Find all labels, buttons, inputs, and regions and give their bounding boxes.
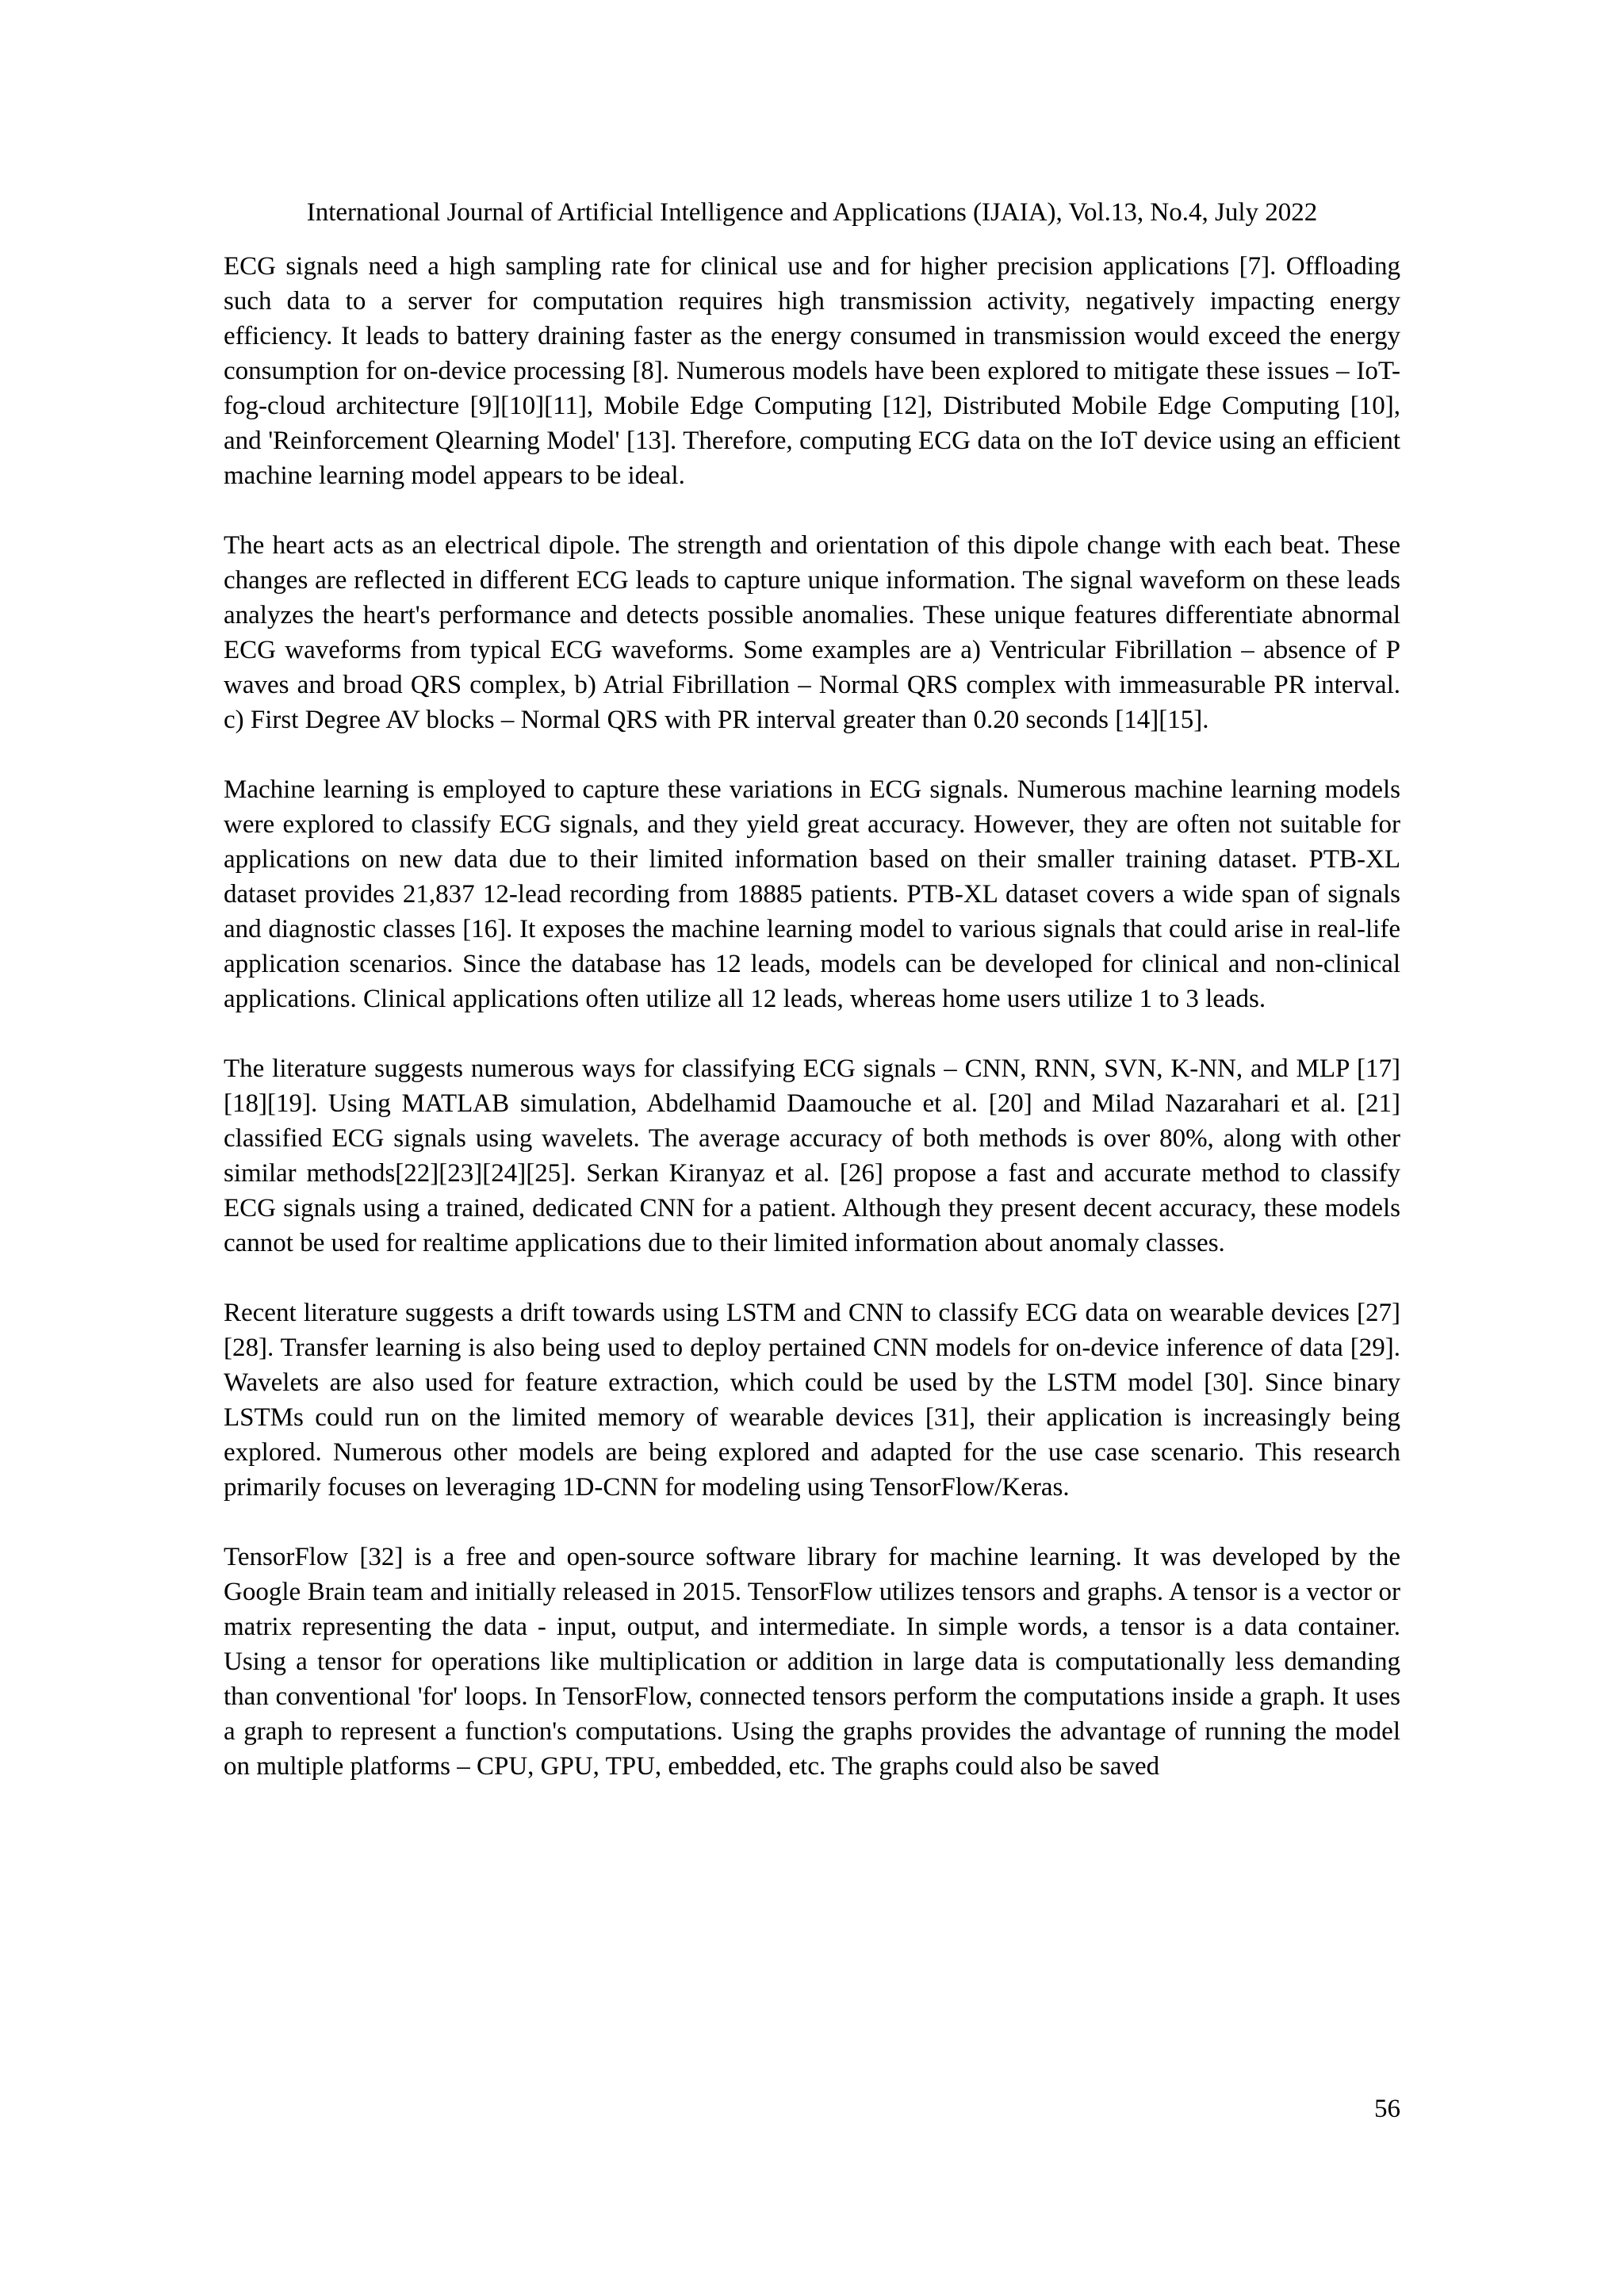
page-number: 56 xyxy=(1374,2095,1400,2123)
paragraph-literature-classification: The literature suggests numerous ways for classifying ECG signals – CNN, RNN, SVN, K-NN, and MLP [17][18][19]. Using MATLAB simulation, Abdelhamid Daamouche et al. [20] and Milad Nazarahari et al. [21] classified ECG signals using wavelets. The average accuracy of both methods is over 80%, along with other similar methods[22][23][24][25]. Serkan Kiranyaz et al. [26] propose a fast and accurate method to classify ECG signals using a trained, dedicated CNN for a patient. Although they present decent accuracy, these models cannot be used for realtime applications due to their limited information about anomaly classes. xyxy=(224,1054,1400,1257)
paragraph-ecg-offloading: ECG signals need a high sampling rate for clinical use and for higher precision applications [7]. Offloading such data to a server for computation requires high transmission activity, negatively impacting energy efficiency. It leads to battery draining faster as the energy consumed in transmission would exceed the energy consumption for on-device processing [8]. Numerous models have been explored to mitigate these issues – IoT-fog-cloud architecture [9][10][11], Mobile Edge Computing [12], Distributed Mobile Edge Computing [10], and 'Reinforcement Qlearning Model' [13]. Therefore, computing ECG data on the IoT device using an efficient machine learning model appears to be ideal. xyxy=(224,252,1400,490)
running-header: International Journal of Artificial Intelligence and Applications (IJAIA), Vol.13, No.4, July 2022 xyxy=(306,198,1318,227)
paragraph-lstm-cnn: Recent literature suggests a drift towards using LSTM and CNN to classify ECG data on wearable devices [27][28]. Transfer learning is also being used to deploy pertained CNN models for on-device inference of data [29]. Wavelets are also used for feature extraction, which could be used by the LSTM model [30]. Since binary LSTMs could run on the limited memory of wearable devices [31], their application is increasingly being explored. Numerous other models are being explored and adapted for the use case scenario. This research primarily focuses on leveraging 1D-CNN for modeling using TensorFlow/Keras. xyxy=(224,1299,1400,1502)
paragraph-tensorflow: TensorFlow [32] is a free and open-source software library for machine learning. It was developed by the Google Brain team and initially released in 2015. TensorFlow utilizes tensors and graphs. A tensor is a vector or matrix representing the data - input, output, and intermediate. In simple words, a tensor is a data container. Using a tensor for operations like multiplication or addition in large data is computationally less demanding than conventional 'for' loops. In TensorFlow, connected tensors perform the computations inside a graph. It uses a graph to represent a function's computations. Using the graphs provides the advantage of running the model on multiple platforms – CPU, GPU, TPU, embedded, etc. The graphs could also be saved xyxy=(224,1543,1400,1781)
body-text xyxy=(224,249,1400,1784)
paragraph-machine-learning: Machine learning is employed to capture these variations in ECG signals. Numerous machine learning models were explored to classify ECG signals, and they yield great accuracy. However, they are often not suitable for applications on new data due to their limited information based on their smaller training dataset. PTB-XL dataset provides 21,837 12-lead recording from 18885 patients. PTB-XL dataset covers a wide span of signals and diagnostic classes [16]. It exposes the machine learning model to various signals that could arise in real-life application scenarios. Since the database has 12 leads, models can be developed for clinical and non-clinical applications. Clinical applications often utilize all 12 leads, whereas home users utilize 1 to 3 leads. xyxy=(224,775,1400,1013)
paragraph-heart-dipole: The heart acts as an electrical dipole. The strength and orientation of this dipole change with each beat. These changes are reflected in different ECG leads to capture unique information. The signal waveform on these leads analyzes the heart's performance and detects possible anomalies. These unique features differentiate abnormal ECG waveforms from typical ECG waveforms. Some examples are a) Ventricular Fibrillation – absence of P waves and broad QRS complex, b) Atrial Fibrillation – Normal QRS complex with immeasurable PR interval. c) First Degree AV blocks – Normal QRS with PR interval greater than 0.20 seconds [14][15]. xyxy=(224,531,1400,734)
